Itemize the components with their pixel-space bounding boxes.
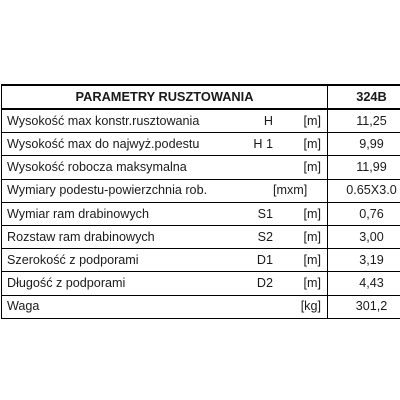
param-unit: [mxm]	[273, 183, 308, 198]
param-symbol: D1	[256, 252, 273, 267]
param-unit: [m]	[303, 252, 321, 267]
param-symbol: H 1	[253, 136, 273, 151]
param-symbol: D2	[256, 276, 273, 291]
param-name: Wymiary podestu-powierzchnia rob.	[7, 183, 208, 198]
table-row	[2, 272, 400, 295]
param-symbol: S1	[257, 206, 273, 221]
param-name: Wysokość robocza maksymalna	[7, 160, 187, 175]
param-unit: [kg]	[300, 299, 321, 314]
scaffold-parameters-table	[1, 84, 400, 319]
param-name: Rozstaw ram drabinowych	[7, 229, 155, 244]
header-parameters-label: PARAMETRY RUSZTOWANIA	[2, 85, 328, 109]
param-value: 0,76	[328, 202, 400, 225]
param-unit: [m]	[303, 136, 321, 151]
param-name: Długość z podporami	[7, 276, 126, 291]
table-row	[2, 249, 400, 272]
param-symbol: H	[263, 113, 273, 128]
table-row	[2, 179, 400, 202]
param-value: 301,2	[328, 295, 400, 318]
header-model-label: 324B	[328, 85, 400, 109]
table-row	[2, 109, 400, 133]
param-value: 0.65X3.0	[328, 179, 400, 202]
param-value: 3,19	[328, 249, 400, 272]
param-unit: [m]	[303, 276, 321, 291]
param-name: Wysokość max konstr.rusztowania	[7, 113, 200, 128]
param-value: 9,99	[328, 133, 400, 156]
table-header-row	[2, 85, 400, 109]
param-name: Wysokość max do najwyż.podestu	[7, 136, 200, 151]
table-row	[2, 156, 400, 179]
param-value: 4,43	[328, 272, 400, 295]
param-value: 3,00	[328, 225, 400, 248]
param-value: 11,25	[328, 109, 400, 133]
param-name: Waga	[7, 299, 40, 314]
param-symbol: S2	[257, 229, 273, 244]
table-row	[2, 225, 400, 248]
param-name: Wymiar ram drabinowych	[7, 206, 149, 221]
table-row	[2, 133, 400, 156]
param-value: 11,99	[328, 156, 400, 179]
param-unit: [m]	[303, 229, 321, 244]
param-unit: [m]	[303, 206, 321, 221]
table-row	[2, 295, 400, 318]
param-unit: [m]	[303, 160, 321, 175]
param-unit: [m]	[303, 113, 321, 128]
table-row	[2, 202, 400, 225]
param-name: Szerokość z podporami	[7, 252, 139, 267]
